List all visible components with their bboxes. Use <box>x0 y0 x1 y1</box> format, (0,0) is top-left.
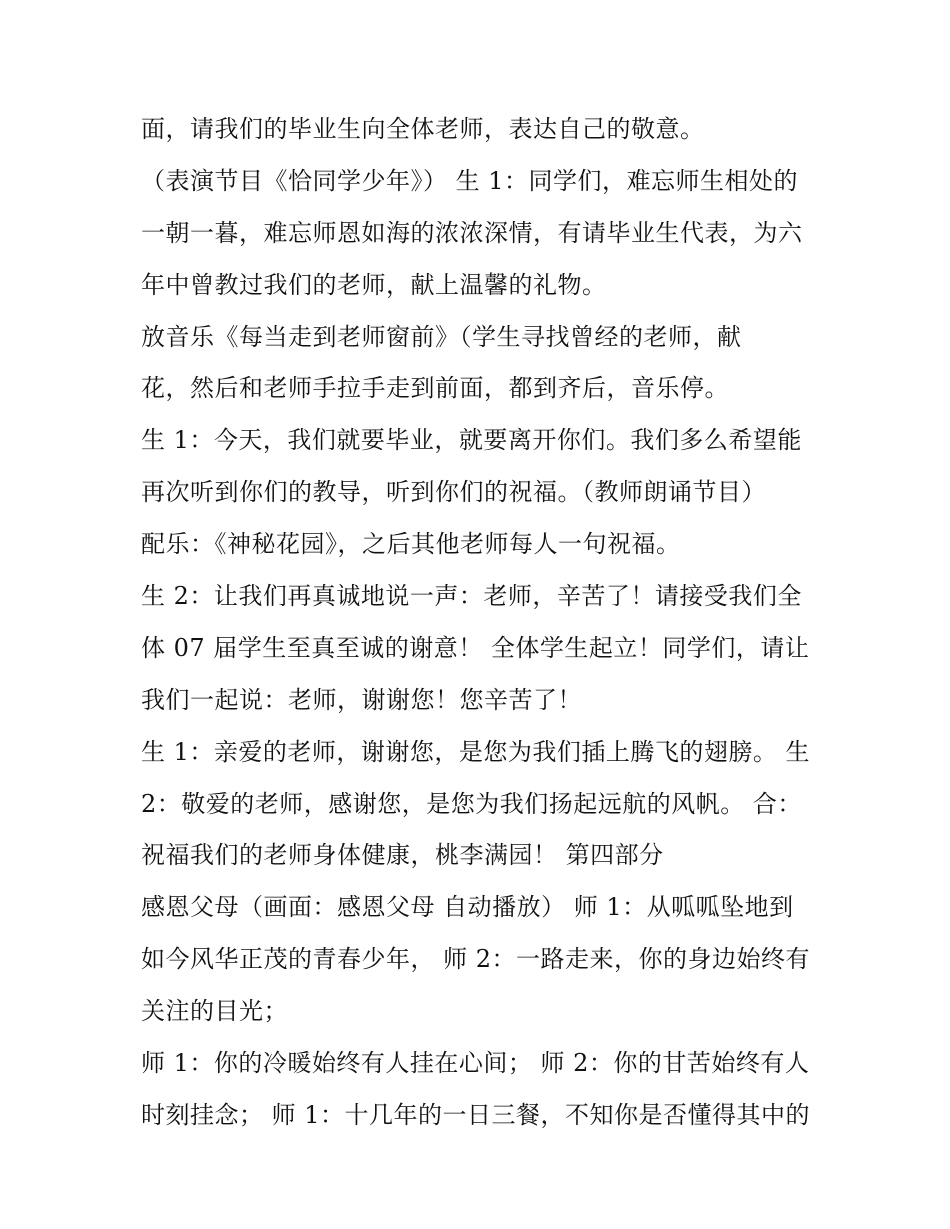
text-line-2: （表演节目《恰同学少年》） 生 1：同学们，难忘师生相处的 <box>141 166 799 195</box>
text-line-3: 一朝一暮，难忘师恩如海的浓浓深情，有请毕业生代表，为六 <box>141 218 803 247</box>
text-line-8: 再次听到你们的教导，听到你们的祝福。（教师朗诵节目） <box>141 478 766 507</box>
text-line-4: 年中曾教过我们的老师，献上温馨的礼物。 <box>141 270 607 299</box>
text-line-16: 感恩父母（画面：感恩父母 自动播放） 师 1：从呱呱坠地到 <box>141 893 794 922</box>
text-line-1: 面，请我们的毕业生向全体老师，表达自己的敬意。 <box>141 115 705 143</box>
text-line-7: 生 1：今天，我们就要毕业，就要离开你们。我们多么希望能 <box>141 426 802 455</box>
text-line-20: 时刻挂念； 师 1：十几年的一日三餐，不知你是否懂得其中的 <box>141 1100 811 1129</box>
text-line-5: 放音乐《每当走到老师窗前》（学生寻找曾经的老师，献 <box>141 322 742 351</box>
body-text <box>141 107 821 1145</box>
text-line-13: 生 1：亲爱的老师，谢谢您，是您为我们插上腾飞的翅膀。 生 <box>141 737 811 766</box>
text-line-10: 生 2：让我们再真诚地说一声：老师，辛苦了！请接受我们全 <box>141 582 802 611</box>
text-line-15: 祝福我们的老师身体健康，桃李满园！ 第四部分 <box>141 841 664 870</box>
text-line-12: 我们一起说：老师，谢谢您！您辛苦了！ <box>141 685 582 714</box>
text-line-14: 2：敬爱的老师，感谢您，是您为我们扬起远航的风帆。 合： <box>141 789 802 818</box>
text-line-18: 关注的目光； <box>141 997 288 1026</box>
text-line-11: 体 07 届学生至真至诚的谢意！ 全体学生起立！同学们，请让 <box>141 633 810 662</box>
text-line-6: 花，然后和老师手拉手走到前面，都到齐后，音乐停。 <box>141 374 729 403</box>
text-line-9: 配乐：《神秘花园》，之后其他老师每人一句祝福。 <box>141 530 681 559</box>
text-line-19: 师 1：你的冷暖始终有人挂在心间； 师 2：你的甘苦始终有人 <box>141 1049 810 1078</box>
text-line-17: 如今风华正茂的青春少年， 师 2：一路走来，你的身边始终有 <box>141 945 811 974</box>
